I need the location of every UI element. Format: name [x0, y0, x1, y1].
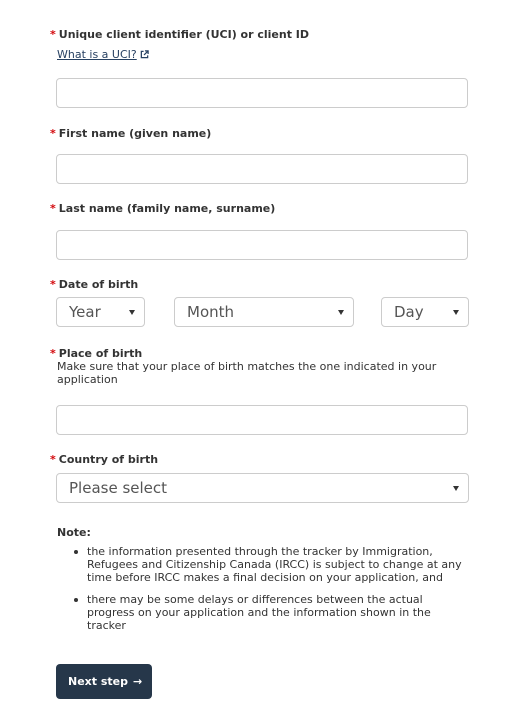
- birth-month-select[interactable]: Month: [174, 297, 354, 327]
- date-of-birth-label: * Date of birth: [50, 278, 139, 291]
- place-of-birth-helper: Make sure that your place of birth matches the one indicated in your application: [57, 360, 437, 386]
- required-marker: *: [50, 202, 56, 215]
- chevron-down-icon: [338, 310, 344, 315]
- note-label: Note:: [57, 526, 91, 539]
- last-name-label: * Last name (family name, surname): [50, 202, 276, 215]
- arrow-right-icon: →: [133, 675, 143, 688]
- country-of-birth-label: * Country of birth: [50, 453, 159, 466]
- uci-label: * Unique client identifier (UCI) or client ID: [50, 28, 310, 41]
- required-marker: *: [50, 347, 56, 360]
- first-name-label: * First name (given name): [50, 127, 212, 140]
- required-marker: *: [50, 127, 56, 140]
- list-item: the information presented through the tracker by Immigration, Refugees and Citizenship Canada (IRCC) is subject to change at any time before IRCC makes a final decision on your application, and: [87, 545, 465, 584]
- birth-year-select[interactable]: Year: [56, 297, 145, 327]
- place-of-birth-label: * Place of birth: [50, 347, 143, 360]
- required-marker: *: [50, 453, 56, 466]
- uci-input[interactable]: [56, 78, 468, 108]
- chevron-down-icon: [129, 310, 135, 315]
- birth-day-select[interactable]: Day: [381, 297, 469, 327]
- list-item: there may be some delays or differences between the actual progress on your application and the information shown in the tracker: [87, 593, 465, 632]
- note-list: [87, 545, 465, 632]
- first-name-input[interactable]: [56, 154, 468, 184]
- place-of-birth-input[interactable]: [56, 405, 468, 435]
- chevron-down-icon: [453, 310, 459, 315]
- bullet-icon: [74, 550, 78, 554]
- external-link-icon: [140, 50, 149, 59]
- required-marker: *: [50, 28, 56, 41]
- what-is-uci-link[interactable]: What is a UCI?: [57, 48, 149, 61]
- bullet-icon: [74, 598, 78, 602]
- country-of-birth-select[interactable]: Please select: [56, 473, 469, 503]
- chevron-down-icon: [453, 486, 459, 491]
- required-marker: *: [50, 278, 56, 291]
- next-step-button[interactable]: Next step →: [56, 664, 152, 699]
- last-name-input[interactable]: [56, 230, 468, 260]
